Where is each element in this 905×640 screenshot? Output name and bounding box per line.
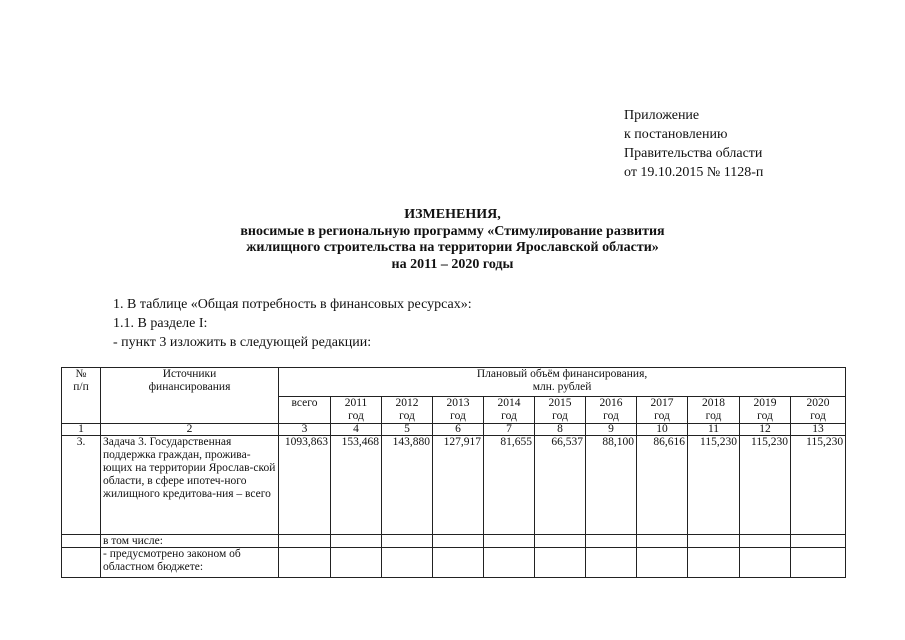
empty-value-cell <box>740 535 791 548</box>
header-year-2011 <box>331 397 382 424</box>
column-number: 7 <box>484 424 535 436</box>
column-number: 10 <box>637 424 688 436</box>
empty-value-cell <box>535 535 586 548</box>
year-value: 2016 <box>599 397 623 409</box>
header-source <box>101 368 279 424</box>
column-number: 13 <box>791 424 846 436</box>
header-year-2015 <box>535 397 586 424</box>
empty-value-cell <box>791 548 846 578</box>
task-value-cell: 115,230 <box>688 436 740 535</box>
year-suffix: год <box>348 410 364 422</box>
task-number: 3. <box>62 436 101 535</box>
title-line-3: жилищного строительства на территории Ярославской области» <box>246 240 659 255</box>
task-value-cell: 1093,863 <box>279 436 331 535</box>
task-value-cell: 115,230 <box>740 436 791 535</box>
column-number: 1 <box>62 424 101 436</box>
appendix-line-4: от 19.10.2015 № 1128-п <box>624 165 764 180</box>
empty-value-cell <box>791 535 846 548</box>
paragraph-3: - пункт 3 изложить в следующей редакции: <box>113 335 372 350</box>
title-line-2: вносимые в региональную программу «Стимулирование развития <box>240 223 665 239</box>
title-line-1: ИЗМЕНЕНИЯ, <box>404 207 501 222</box>
column-number: 4 <box>331 424 382 436</box>
year-suffix: год <box>552 410 568 422</box>
year-value: 2013 <box>446 397 470 409</box>
year-suffix: год <box>501 410 517 422</box>
including-row <box>62 535 846 548</box>
header-year-2016 <box>586 397 637 424</box>
task-row <box>62 436 846 535</box>
empty-value-cell <box>484 535 535 548</box>
header-source-line-1: Источники <box>162 368 217 380</box>
task-value-cell: 153,468 <box>331 436 382 535</box>
header-year-2012 <box>382 397 433 424</box>
budget-law-num-cell <box>62 548 101 578</box>
title-line-4: на 2011 – 2020 годы <box>391 256 514 272</box>
appendix-line-2: к постановлению <box>624 127 728 142</box>
header-year-2013 <box>433 397 484 424</box>
empty-value-cell <box>382 535 433 548</box>
year-value: 2014 <box>497 397 521 409</box>
header-source-line-2: финансирования <box>148 381 231 393</box>
document-title <box>0 207 905 273</box>
paragraph-2: 1.1. В разделе I: <box>113 316 208 331</box>
task-value-cell: 86,616 <box>637 436 688 535</box>
empty-value-cell <box>331 535 382 548</box>
empty-value-cell <box>586 548 637 578</box>
header-year-2014 <box>484 397 535 424</box>
year-value: 2015 <box>548 397 572 409</box>
empty-value-cell <box>279 548 331 578</box>
header-year-2020 <box>791 397 846 424</box>
column-number: 5 <box>382 424 433 436</box>
header-planned-line-2: млн. рублей <box>532 381 592 393</box>
empty-value-cell <box>331 548 382 578</box>
paragraph-1: 1. В таблице «Общая потребность в финансовых ресурсах»: <box>113 297 472 312</box>
year-value: 2012 <box>395 397 419 409</box>
including-num-cell <box>62 535 101 548</box>
header-year-2017 <box>637 397 688 424</box>
budget-law-row <box>62 548 846 578</box>
header-year-2018 <box>688 397 740 424</box>
year-suffix: год <box>705 410 722 422</box>
task-value-cell: 115,230 <box>791 436 846 535</box>
empty-value-cell <box>433 535 484 548</box>
empty-value-cell <box>382 548 433 578</box>
year-value: 2017 <box>650 397 674 409</box>
header-total: всего <box>279 397 331 424</box>
financing-table <box>61 367 846 578</box>
empty-value-cell <box>688 548 740 578</box>
empty-value-cell <box>637 548 688 578</box>
year-value: 2020 <box>806 397 830 409</box>
appendix-line-1: Приложение <box>624 108 700 123</box>
including-label: в том числе: <box>101 535 279 548</box>
instructions <box>113 295 472 352</box>
appendix-block <box>624 106 763 182</box>
column-number: 6 <box>433 424 484 436</box>
column-number: 8 <box>535 424 586 436</box>
column-number: 3 <box>279 424 331 436</box>
header-planned <box>279 368 846 397</box>
year-suffix: год <box>450 410 466 422</box>
task-description: Задача 3. Государственная поддержка граждан, прожива-ющих на территории Ярослав-ской области, в сфере ипотеч-ного жилищного кредитова-ния – всего <box>101 436 279 535</box>
header-num-symbol: № <box>75 368 87 380</box>
year-value: 2018 <box>702 397 725 409</box>
empty-value-cell <box>688 535 740 548</box>
task-value-cell: 81,655 <box>484 436 535 535</box>
year-suffix: год <box>810 410 826 422</box>
column-number: 11 <box>688 424 740 436</box>
column-number: 2 <box>101 424 279 436</box>
task-value-cell: 88,100 <box>586 436 637 535</box>
column-number: 9 <box>586 424 637 436</box>
task-value-cell: 66,537 <box>535 436 586 535</box>
empty-value-cell <box>279 535 331 548</box>
year-suffix: год <box>399 410 415 422</box>
header-year-2019 <box>740 397 791 424</box>
year-suffix: год <box>757 410 773 422</box>
empty-value-cell <box>637 535 688 548</box>
header-planned-line-1: Плановый объём финансирования, <box>476 368 648 380</box>
header-num <box>62 368 101 424</box>
year-suffix: год <box>654 410 670 422</box>
header-num-abbr: п/п <box>73 381 89 393</box>
budget-law-label: - предусмотрено законом об областном бюджете: <box>101 548 279 578</box>
empty-value-cell <box>535 548 586 578</box>
appendix-line-3: Правительства области <box>624 146 763 161</box>
task-value-cell: 127,917 <box>433 436 484 535</box>
year-value: 2011 <box>344 397 368 409</box>
year-value: 2019 <box>753 397 777 409</box>
empty-value-cell <box>586 535 637 548</box>
column-number: 12 <box>740 424 791 436</box>
year-suffix: год <box>603 410 619 422</box>
task-value-cell: 143,880 <box>382 436 433 535</box>
header-row <box>62 368 846 397</box>
empty-value-cell <box>433 548 484 578</box>
empty-value-cell <box>484 548 535 578</box>
column-number-row <box>62 424 846 436</box>
empty-value-cell <box>740 548 791 578</box>
